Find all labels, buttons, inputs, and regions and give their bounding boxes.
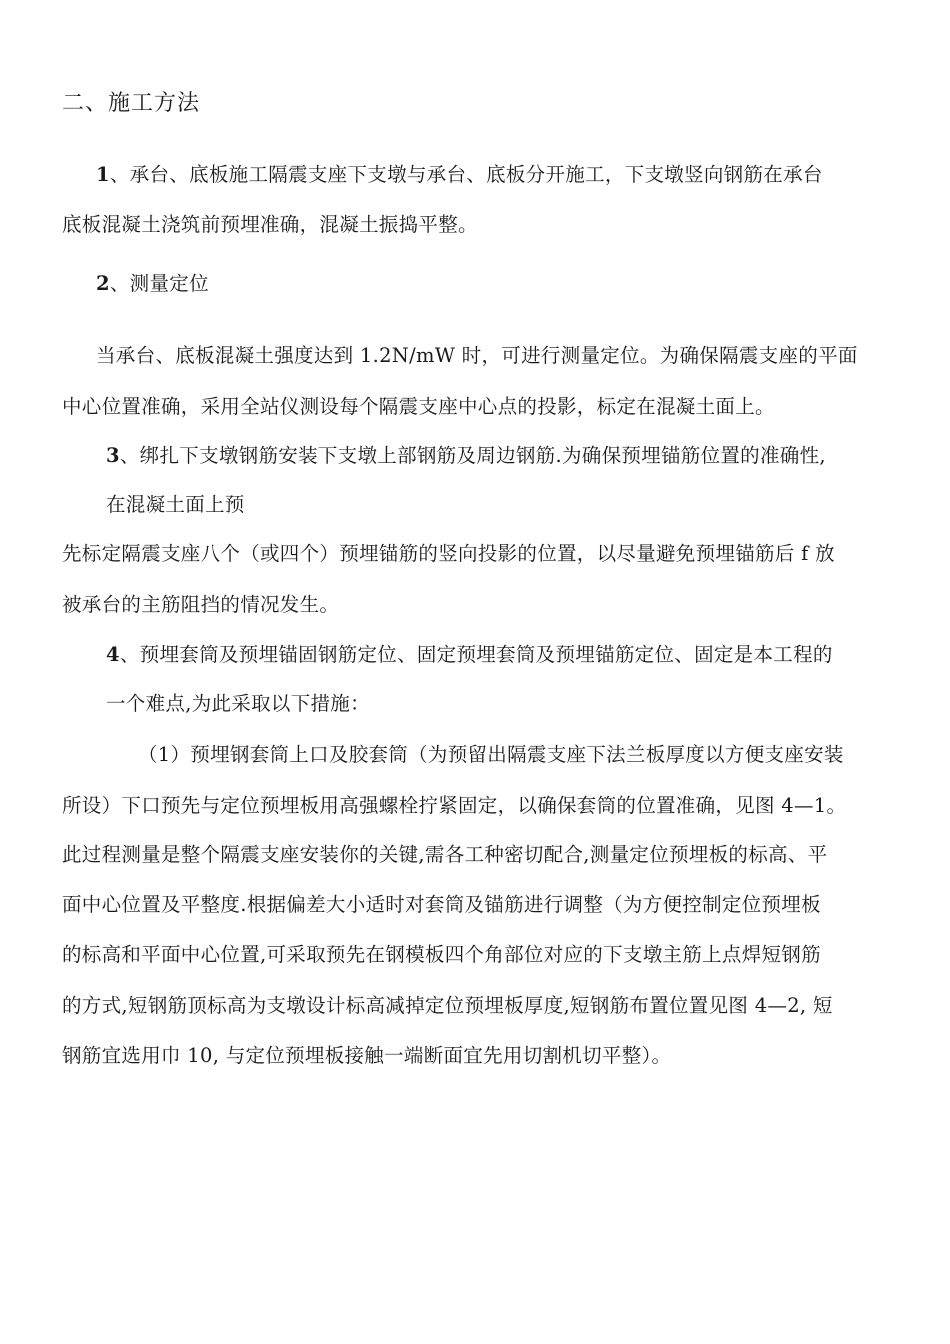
paragraph-3-line-1 xyxy=(106,442,826,470)
paragraph-4-line-1 xyxy=(106,641,833,669)
paragraph-3-line-4: 被承台的主筋阻挡的情况发生。 xyxy=(62,593,340,616)
paragraph-text: 、预埋套筒及预埋锚固钢筋定位、固定预埋套筒及预埋锚筋定位、固定是本工程的 xyxy=(119,643,833,666)
item-number: 2 xyxy=(96,272,110,295)
paragraph-1-line-2: 底板混凝土浇筑前预埋准确，混凝土振捣平整。 xyxy=(62,213,478,236)
item-number: 3 xyxy=(106,444,120,467)
paragraph-text: 、绑扎下支墩钢筋安装下支墩上部钢筋及周边钢筋.为确保预埋锚筋位置的准确性, xyxy=(119,444,826,467)
paragraph-2-line-1 xyxy=(96,270,209,298)
paragraph-5-line-1: （1）预埋钢套筒上口及胶套筒（为预留出隔震支座下法兰板厚度以方便支座安装 xyxy=(138,743,844,766)
paragraph-3-line-3: 先标定隔震支座八个（或四个）预埋锚筋的竖向投影的位置，以尽量避免预埋锚筋后 f 放 xyxy=(62,542,835,565)
paragraph-5-line-4: 面中心位置及平整度.根据偏差大小适时对套筒及锚筋进行调整（为方便控制定位预埋板 xyxy=(62,893,821,916)
paragraph-4-line-2: 一个难点,为此采取以下措施： xyxy=(106,692,370,715)
paragraph-1-line-1 xyxy=(96,161,823,189)
paragraph-3-line-2: 在混凝土面上预 xyxy=(106,493,245,516)
paragraph-5-line-3: 此过程测量是整个隔震支座安装你的关键,需各工种密切配合,测量定位预埋板的标高、平 xyxy=(62,843,828,866)
item-number: 1 xyxy=(96,163,110,186)
section-heading: 二、施工方法 xyxy=(62,91,201,116)
paragraph-5-line-5: 的标高和平面中心位置,可采取预先在钢模板四个角部位对应的下支墩主筋上点焊短钢筋 xyxy=(62,943,821,966)
item-number: 4 xyxy=(106,643,120,666)
paragraph-5-line-7: 钢筋宜选用巾 10, 与定位预埋板接触一端断面宜先用切割机切平整）。 xyxy=(62,1044,672,1067)
paragraph-2b-line-1: 当承台、底板混凝土强度达到 1.2N/mW 时，可进行测量定位。为确保隔震支座的平面 xyxy=(96,344,858,367)
paragraph-5-line-2: 所设）下口预先与定位预埋板用高强螺栓拧紧固定，以确保套筒的位置准确，见图 4—1。 xyxy=(62,794,847,817)
paragraph-text: 、承台、底板施工隔震支座下支墩与承台、底板分开施工，下支墩竖向钢筋在承台 xyxy=(109,163,823,186)
paragraph-text: 、测量定位 xyxy=(109,272,209,295)
paragraph-2b-line-2: 中心位置准确，采用全站仪测设每个隔震支座中心点的投影，标定在混凝土面上。 xyxy=(62,395,775,418)
paragraph-5-line-6: 的方式,短钢筋顶标高为支墩设计标高减掉定位预埋板厚度,短钢筋布置位置见图 4—2, 短 xyxy=(62,994,833,1017)
